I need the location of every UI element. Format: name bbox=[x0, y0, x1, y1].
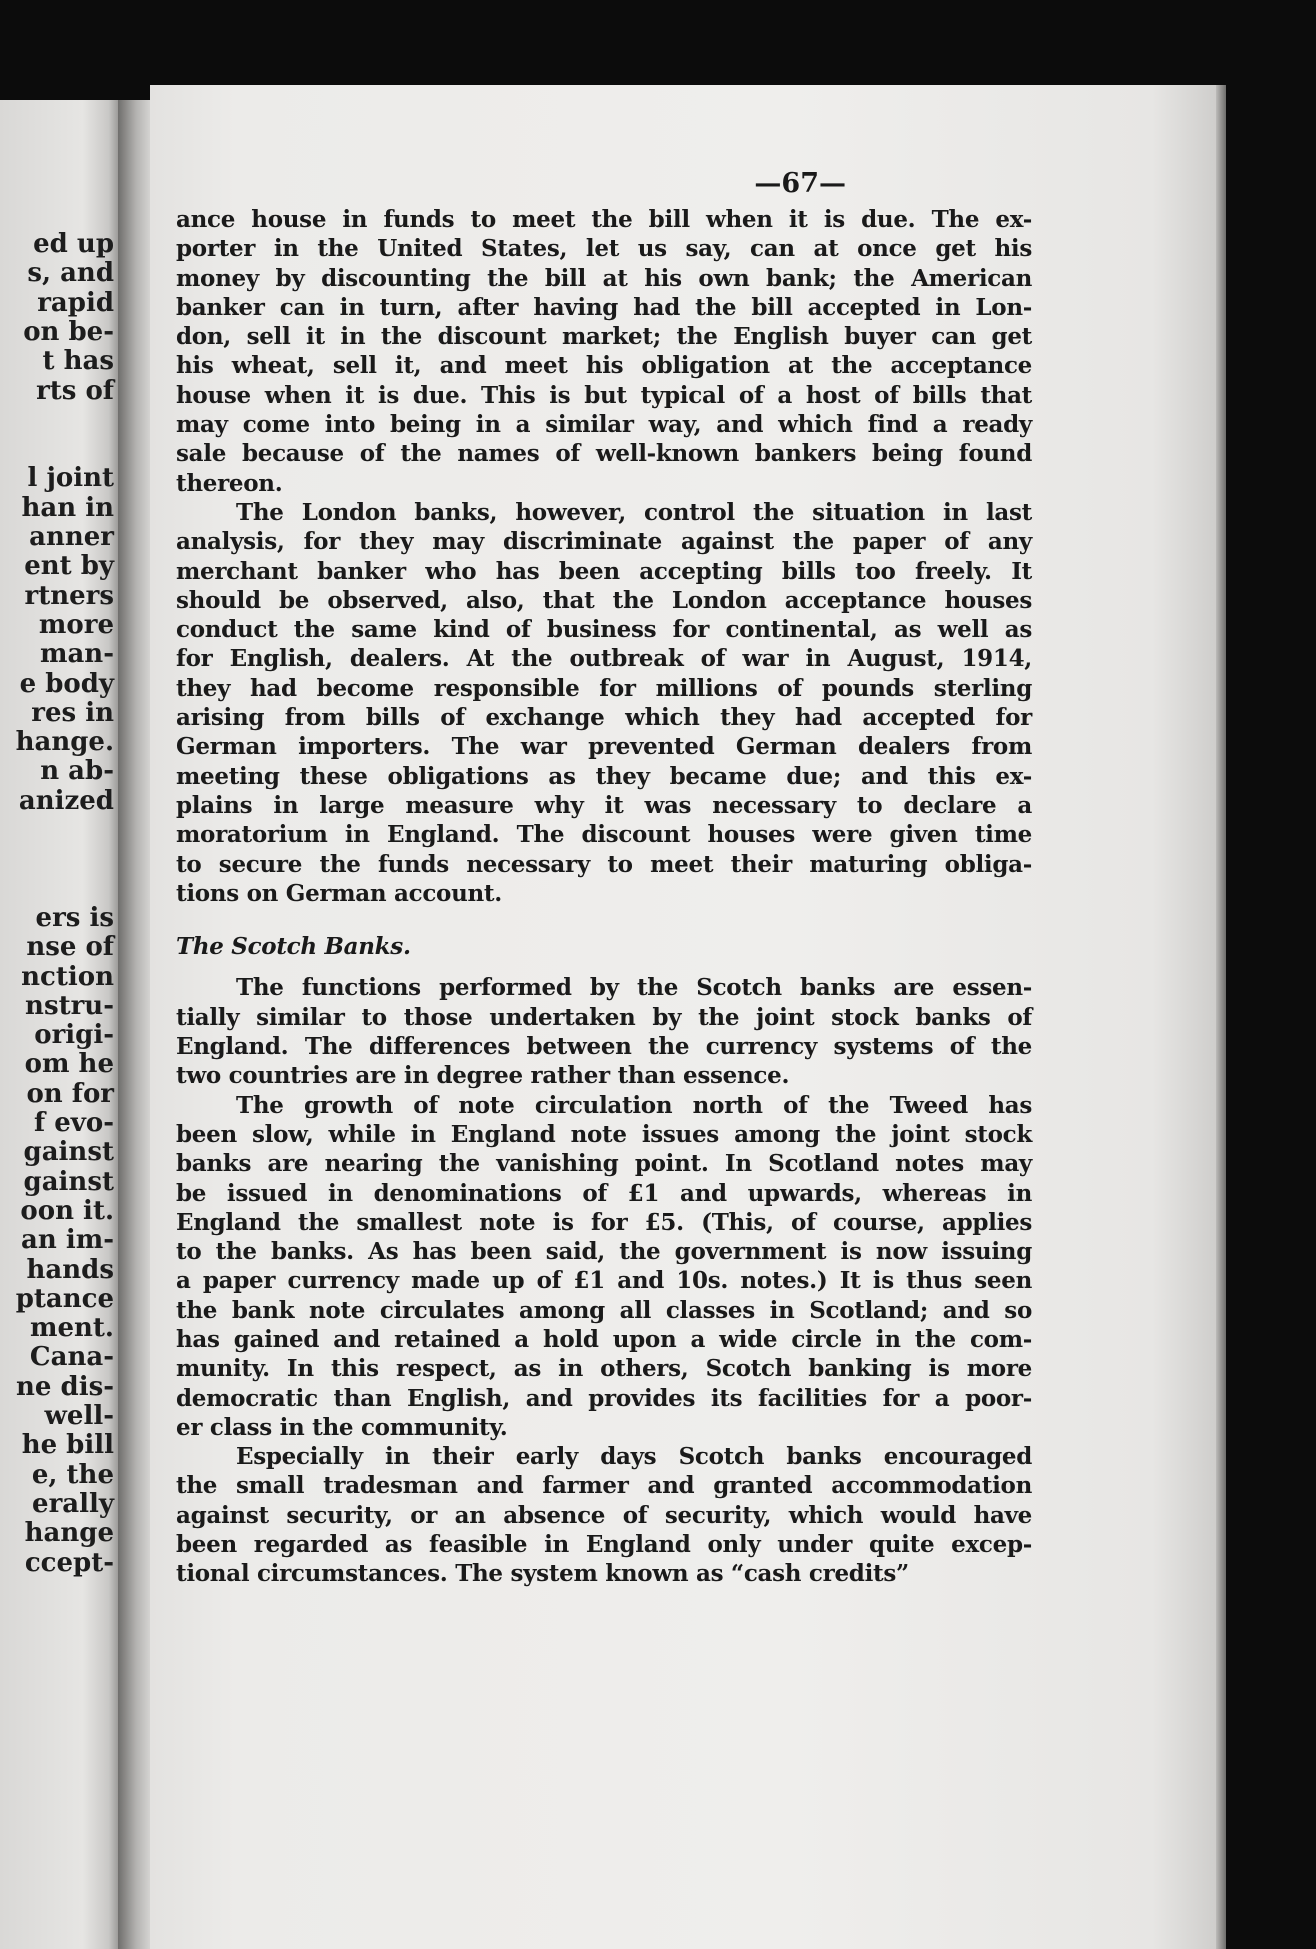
text-line: plains in large measure why it was necessary to declare a bbox=[176, 791, 1032, 819]
left-page-text-fragment: e body bbox=[19, 668, 114, 699]
text-line: be issued in denominations of £1 and upwards, whereas in bbox=[176, 1179, 1032, 1207]
left-page-text-fragment: rtners bbox=[24, 580, 114, 611]
text-line: should be observed, also, that the London acceptance houses bbox=[176, 586, 1032, 614]
text-line: against security, or an absence of security, which would have bbox=[176, 1501, 1032, 1529]
text-line: two countries are in degree rather than essence. bbox=[176, 1062, 790, 1090]
left-page-text-fragment: gainst bbox=[23, 1166, 114, 1197]
left-page-text-fragment: rapid bbox=[37, 287, 114, 318]
left-page-text-fragment: nse of bbox=[26, 932, 114, 963]
text-line: porter in the United States, let us say, can at once get his bbox=[176, 235, 1032, 263]
text-line: The growth of note circulation north of the Tweed has bbox=[236, 1091, 1032, 1119]
text-line: England the smallest note is for £5. (This, of course, applies bbox=[176, 1208, 1032, 1236]
left-page-text-fragment: n ab- bbox=[40, 756, 114, 787]
text-line: meeting these obligations as they became due; and this ex- bbox=[176, 762, 1032, 790]
left-page-text-fragment: e, the bbox=[31, 1459, 114, 1490]
left-facing-page bbox=[0, 100, 118, 1949]
left-page-text-fragment: ment. bbox=[29, 1313, 114, 1344]
paragraph bbox=[176, 1091, 1032, 1443]
text-line: tially similar to those undertaken by the joint stock banks of bbox=[176, 1003, 1032, 1031]
left-page-text-fragment: erally bbox=[32, 1488, 114, 1519]
left-page-text-fragment: res in bbox=[31, 697, 114, 728]
left-page-text-fragment: om he bbox=[24, 1049, 114, 1080]
text-line: analysis, for they may discriminate against the paper of any bbox=[176, 528, 1032, 556]
left-page-text-fragment: gainst bbox=[23, 1137, 114, 1168]
text-line: arising from bills of exchange which they had accepted for bbox=[176, 704, 1032, 732]
text-line: banker can in turn, after having had the bill accepted in Lon- bbox=[176, 293, 1032, 321]
left-page-text-fragment: origi- bbox=[34, 1020, 114, 1051]
text-line: democratic than English, and provides its facilities for a poor- bbox=[176, 1384, 1032, 1412]
text-line: conduct the same kind of business for continental, as well as bbox=[176, 616, 1032, 644]
left-page-text-fragment: han in bbox=[21, 492, 114, 523]
paragraph bbox=[176, 1442, 1032, 1588]
text-line: for English, dealers. At the outbreak of war in August, 1914, bbox=[176, 645, 1032, 673]
left-page-text-fragment: anized bbox=[18, 785, 114, 816]
left-page-text-fragment: l joint bbox=[27, 463, 114, 494]
text-line: ance house in funds to meet the bill when it is due. The ex- bbox=[176, 206, 1032, 233]
left-page-text-fragment: ccept- bbox=[24, 1547, 114, 1578]
left-page-text-fragment: s, and bbox=[27, 258, 114, 289]
left-page-text-fragment: ptance bbox=[15, 1283, 114, 1314]
left-page-text-fragment: t has bbox=[42, 346, 114, 377]
paragraph bbox=[176, 973, 1032, 1090]
text-line: may come into being in a similar way, and which find a ready bbox=[176, 411, 1032, 439]
text-line: money by discounting the bill at his own bank; the American bbox=[176, 264, 1032, 292]
body-text bbox=[176, 205, 1032, 1589]
text-line: thereon. bbox=[176, 469, 283, 497]
left-page-text-fragment: f evo- bbox=[33, 1108, 114, 1138]
left-page-text-fragment: Cana- bbox=[29, 1342, 114, 1373]
paragraph bbox=[176, 498, 1032, 908]
text-line: tions on German account. bbox=[176, 879, 502, 907]
text-line: to secure the funds necessary to meet their maturing obliga- bbox=[176, 850, 1032, 878]
text-line: his wheat, sell it, and meet his obligation at the acceptance bbox=[176, 352, 1032, 380]
text-line: the small tradesman and farmer and granted accommodation bbox=[176, 1472, 1032, 1500]
book-gutter bbox=[118, 100, 154, 1949]
text-line: sale because of the names of well-known bankers being found bbox=[176, 440, 1032, 468]
text-line: don, sell it in the discount market; the English buyer can get bbox=[176, 323, 1032, 351]
text-line: moratorium in England. The discount houses were given time bbox=[176, 821, 1032, 849]
left-page-text-fragment: on be- bbox=[23, 316, 114, 347]
text-line: been regarded as feasible in England only under quite excep- bbox=[176, 1531, 1032, 1559]
left-page-text-fragment: ent by bbox=[24, 551, 114, 582]
page-number: —67— bbox=[754, 168, 846, 199]
left-page-text-fragment: ers is bbox=[35, 902, 114, 933]
text-line: has gained and retained a hold upon a wide circle in the com- bbox=[176, 1325, 1032, 1353]
left-page-text-fragment: ed up bbox=[33, 229, 114, 259]
left-page-text-fragment: on for bbox=[26, 1078, 114, 1109]
left-page-text-fragment: rts of bbox=[36, 375, 114, 406]
left-page-text-fragment: hange. bbox=[15, 727, 114, 758]
text-line: The functions performed by the Scotch banks are essen- bbox=[236, 974, 1032, 1002]
left-page-text-fragment: hands bbox=[26, 1254, 114, 1285]
text-line: German importers. The war prevented German dealers from bbox=[176, 733, 1032, 761]
left-page-text-fragment: ne dis- bbox=[16, 1371, 114, 1402]
text-line: been slow, while in England note issues among the joint stock bbox=[176, 1120, 1032, 1148]
left-page-text-fragment: nstru- bbox=[25, 990, 114, 1021]
text-line: England. The differences between the currency systems of the bbox=[176, 1033, 1032, 1061]
text-line: Especially in their early days Scotch banks encouraged bbox=[236, 1443, 1032, 1471]
left-page-text-fragment: hange bbox=[24, 1518, 114, 1549]
text-line: er class in the community. bbox=[176, 1413, 508, 1441]
left-page-text-fragment: oon it. bbox=[20, 1195, 114, 1226]
text-line: The London banks, however, control the situation in last bbox=[236, 498, 1032, 526]
page-edge bbox=[1216, 85, 1226, 1949]
left-page-text-fragment: nction bbox=[21, 961, 114, 992]
text-line: to the banks. As has been said, the government is now issuing bbox=[176, 1238, 1032, 1266]
left-page-text-fragment: anner bbox=[29, 522, 114, 552]
text-line: house when it is due. This is but typical of a host of bills that bbox=[176, 381, 1032, 409]
text-line: tional circumstances. The system known as “cash credits” bbox=[176, 1560, 909, 1588]
paragraph bbox=[176, 205, 1032, 498]
left-page-text-fragment: an im- bbox=[21, 1225, 114, 1256]
text-line: merchant banker who has been accepting bills too freely. It bbox=[176, 557, 1032, 585]
text-line: a paper currency made up of £1 and 10s. notes.) It is thus seen bbox=[176, 1267, 1032, 1295]
left-page-text-fragment: more bbox=[38, 609, 114, 640]
text-line: the bank note circulates among all classes in Scotland; and so bbox=[176, 1296, 1032, 1324]
section-heading: The Scotch Banks. bbox=[176, 933, 411, 961]
left-page-text-fragment: he bill bbox=[21, 1430, 114, 1461]
text-line: they had become responsible for millions of pounds sterling bbox=[176, 674, 1032, 702]
left-page-text-fragment: man- bbox=[39, 639, 114, 670]
left-page-text-fragment: well- bbox=[44, 1401, 114, 1431]
text-line: munity. In this respect, as in others, Scotch banking is more bbox=[176, 1355, 1032, 1383]
text-line: banks are nearing the vanishing point. In Scotland notes may bbox=[176, 1150, 1032, 1178]
